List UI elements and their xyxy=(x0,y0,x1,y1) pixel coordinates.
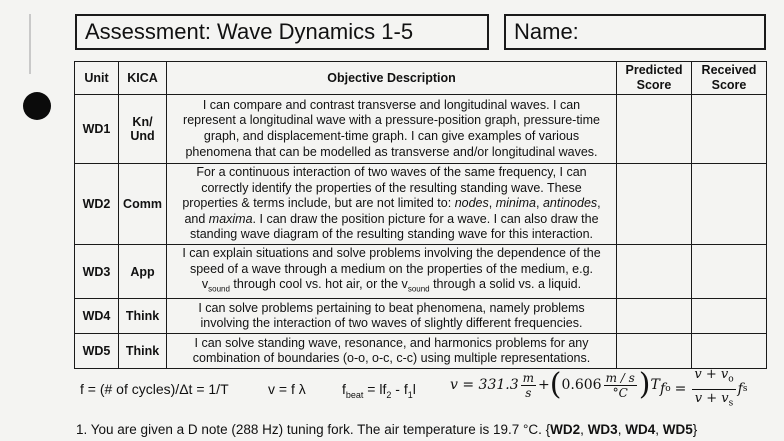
received-score-cell[interactable] xyxy=(692,334,767,369)
kica-cell: Think xyxy=(119,299,167,334)
plus-sign: + xyxy=(538,377,550,393)
temperature-symbol: T xyxy=(650,377,660,393)
term-minima: minima xyxy=(495,196,536,211)
received-score-cell[interactable] xyxy=(692,299,767,334)
kica-cell xyxy=(119,95,167,164)
predicted-score-cell[interactable] xyxy=(617,244,692,298)
beat-end: l xyxy=(412,381,416,397)
beat-mid: - f xyxy=(391,381,408,397)
question-text: 1. You are given a D note (288 Hz) tuning fork. The air temperature is 19.7 °C. { xyxy=(76,422,551,437)
objective-line: correctly identify the properties of the resulting standing wave. These xyxy=(201,180,582,195)
name-field[interactable] xyxy=(504,14,766,50)
header-predicted-score xyxy=(617,62,692,95)
header-received-line-1: Received xyxy=(701,63,757,77)
kica-line-2: Und xyxy=(130,129,155,143)
kica-cell: App xyxy=(119,244,167,298)
frac-denominator: s xyxy=(525,385,532,400)
beat-formula xyxy=(342,381,416,400)
tag-wd2: WD2 xyxy=(550,422,581,437)
tag-close: } xyxy=(692,422,698,437)
doppler-rhs: f xyxy=(737,381,743,398)
unit-cell: WD4 xyxy=(75,299,119,334)
formula-strip xyxy=(80,366,770,414)
objectives-table xyxy=(74,61,767,369)
objective-line: speed of a wave through a medium on the properties of the medium, e.g. xyxy=(189,261,593,276)
tag-wd3: WD3 xyxy=(587,422,618,437)
speed-lhs: v = 331.3 xyxy=(450,377,519,393)
assessment-title xyxy=(75,14,489,50)
objective-line-part: and xyxy=(184,211,209,226)
fraction-m-per-s xyxy=(521,371,536,400)
unit-cell: WD5 xyxy=(75,334,119,369)
header-predicted-line-1: Predicted xyxy=(625,63,683,77)
doppler-fraction xyxy=(692,366,735,412)
doppler-lhs-sub: o xyxy=(665,384,671,395)
received-score-cell[interactable] xyxy=(692,95,767,164)
term-antinodes: antinodes xyxy=(542,196,598,211)
objective-line-part: through a solid vs. a liquid. xyxy=(429,277,582,292)
unit-cell: WD1 xyxy=(75,95,119,164)
objective-line: I can explain situations and solve problems involving the dependence of the xyxy=(182,245,601,260)
den-sub: s xyxy=(728,398,734,409)
tag-separator: , xyxy=(580,422,588,437)
table-row xyxy=(75,95,767,164)
table-row xyxy=(75,164,767,245)
header-objective: Objective Description xyxy=(167,62,617,95)
objective-line: phenomena that can be modelled as transverse and/or longitudinal waves. xyxy=(185,144,598,159)
predicted-score-cell[interactable] xyxy=(617,299,692,334)
frac-denominator: °C xyxy=(612,385,628,400)
objective-cell xyxy=(167,95,617,164)
predicted-score-cell[interactable] xyxy=(617,95,692,164)
term-maxima: maxima xyxy=(208,211,253,226)
tag-separator: , xyxy=(655,422,663,437)
tag-separator: , xyxy=(617,422,626,437)
objective-line: I can compare and contrast transverse and longitudinal waves. I can xyxy=(202,97,581,112)
objective-line: involving the interaction of two waves of slightly different frequencies. xyxy=(200,316,583,331)
objective-line: For a continuous interaction of two waves of the same frequency, I can xyxy=(196,165,587,179)
header-unit: Unit xyxy=(75,62,119,95)
objective-line: standing wave diagram of the resulting standing wave for this interaction. xyxy=(189,227,593,242)
assessment-title-text: Assessment: Wave Dynamics 1-5 xyxy=(85,19,414,44)
predicted-score-cell[interactable] xyxy=(617,164,692,245)
symbol-v: v xyxy=(201,277,209,292)
beat-sub-1: 1 xyxy=(407,389,413,400)
separator: , xyxy=(536,196,543,211)
kica-line-1: Kn/ xyxy=(132,115,153,129)
objective-line-part: properties & terms include, but are not limited to: xyxy=(182,196,455,211)
tag-wd5: WD5 xyxy=(662,422,693,437)
num-sub: o xyxy=(728,374,734,385)
objective-line: I can solve standing wave, resonance, and harmonics problems for any xyxy=(194,335,589,350)
binder-hole xyxy=(23,92,51,120)
subscript-sound: sound xyxy=(407,284,430,294)
beat-f: f xyxy=(342,381,346,397)
objective-cell xyxy=(167,334,617,369)
fraction-ms-per-c xyxy=(604,371,637,400)
margin-pen-mark xyxy=(29,14,31,74)
objective-line: I can solve problems pertaining to beat phenomena, namely problems xyxy=(198,300,585,315)
received-score-cell[interactable] xyxy=(692,244,767,298)
separator: , xyxy=(488,196,496,211)
left-paren: ( xyxy=(549,367,562,402)
objective-line-part: . I can draw the position picture for a wave. I can also draw the xyxy=(252,211,599,226)
subscript-sound: sound xyxy=(208,284,230,294)
question-1 xyxy=(76,422,697,437)
equals-sign: = xyxy=(674,381,687,398)
right-paren: ) xyxy=(638,367,651,402)
tag-wd4: WD4 xyxy=(625,422,656,437)
doppler-lhs: f xyxy=(660,381,666,398)
den-text: v + v xyxy=(694,390,729,406)
table-row xyxy=(75,244,767,298)
table-header-row xyxy=(75,62,767,95)
frac-numerator: m / s xyxy=(605,370,635,385)
unit-cell: WD2 xyxy=(75,164,119,245)
kica-cell: Think xyxy=(119,334,167,369)
coefficient: 0.606 xyxy=(561,377,602,393)
beat-subscript: beat xyxy=(345,389,364,400)
header-received-line-2: Score xyxy=(711,78,747,92)
frac-numerator: m xyxy=(522,370,535,385)
objective-cell xyxy=(167,244,617,298)
doppler-denominator xyxy=(693,390,735,413)
header-predicted-line-2: Score xyxy=(636,78,672,92)
speed-of-sound-formula xyxy=(450,367,660,402)
predicted-score-cell[interactable] xyxy=(617,334,692,369)
beat-sub-2: 2 xyxy=(386,389,392,400)
name-label: Name: xyxy=(514,19,579,44)
objective-cell xyxy=(167,164,617,245)
frequency-formula: f = (# of cycles)/Δt = 1/T xyxy=(80,381,229,397)
table-row xyxy=(75,299,767,334)
header-kica: KICA xyxy=(119,62,167,95)
objective-line-part: through cool vs. hot air, or the v xyxy=(229,277,408,292)
term-nodes: nodes xyxy=(454,196,489,211)
header-received-score xyxy=(692,62,767,95)
objective-line: graph, and displacement-time graph. I can give examples of various xyxy=(203,129,580,143)
num-text: v + v xyxy=(694,367,729,382)
separator: , xyxy=(597,196,601,211)
objective-line: combination of boundaries (o-o, o-c, c-c) using multiple representations. xyxy=(192,351,591,366)
kica-cell: Comm xyxy=(119,164,167,245)
table-row xyxy=(75,334,767,369)
objective-line: represent a longitudinal wave with a pressure-position graph, pressure-time xyxy=(183,113,600,128)
wave-equation: v = f λ xyxy=(268,381,306,397)
received-score-cell[interactable] xyxy=(692,164,767,245)
doppler-formula xyxy=(660,366,747,412)
doppler-numerator xyxy=(692,366,735,390)
objective-cell xyxy=(167,299,617,334)
unit-cell: WD3 xyxy=(75,244,119,298)
doppler-rhs-sub: s xyxy=(742,384,748,395)
beat-eq: = lf xyxy=(363,381,387,397)
